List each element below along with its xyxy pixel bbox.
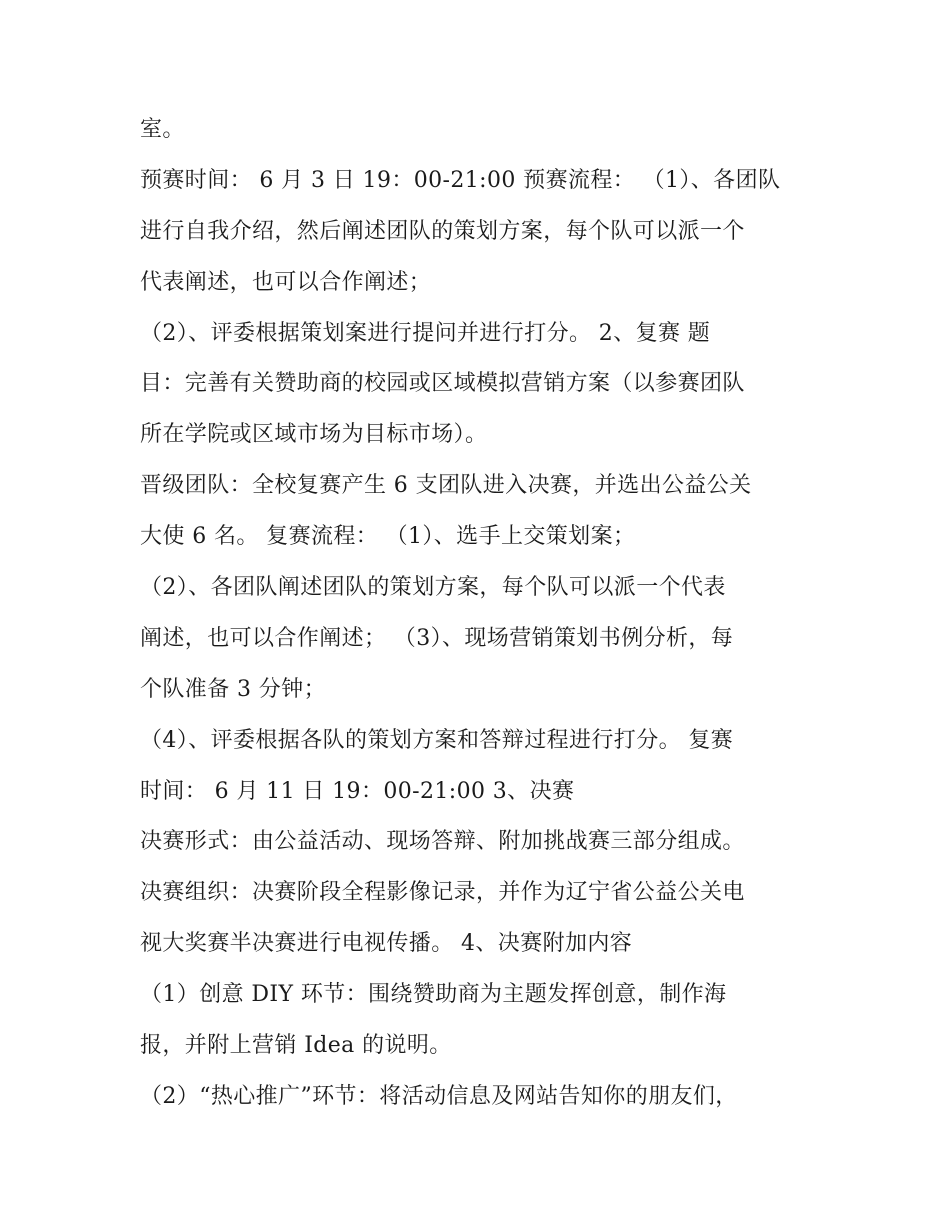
text-line: 晋级团队：全校复赛产生 6 支团队进入决赛，并选出公益公关: [140, 473, 752, 499]
text-line: 报，并附上营销 Idea 的说明。: [140, 1033, 452, 1059]
text-line: 决赛形式：由公益活动、现场答辩、附加挑战赛三部分组成。: [140, 829, 745, 855]
text-line: 视大奖赛半决赛进行电视传播。 4、决赛附加内容: [140, 931, 633, 957]
document-body: [140, 105, 820, 1123]
text-line: 预赛时间： 6 月 3 日 19：00-21:00 预赛流程： （1）、各团队: [140, 167, 781, 193]
text-line: （2）、评委根据策划案进行提问并进行打分。 2、复赛 题: [140, 320, 711, 346]
text-line: （2）、各团队阐述团队的策划方案，每个队可以派一个代表: [140, 575, 726, 601]
text-line: 时间： 6 月 11 日 19：00-21:00 3、决赛: [140, 778, 575, 804]
text-line: 代表阐述，也可以合作阐述；: [140, 269, 432, 295]
text-line: 大使 6 名。 复赛流程： （1）、选手上交策划案；: [140, 524, 636, 550]
text-line: （1）创意 DIY 环节：围绕赞助商为主题发挥创意，制作海: [140, 982, 727, 1008]
text-line: 进行自我介绍，然后阐述团队的策划方案，每个队可以派一个: [140, 218, 745, 244]
text-line: 阐述，也可以合作阐述； （3）、现场营销策划书例分析，每: [140, 625, 734, 651]
text-line: 个队准备 3 分钟；: [140, 676, 326, 702]
text-line: 决赛组织：决赛阶段全程影像记录，并作为辽宁省公益公关电: [140, 880, 745, 906]
text-line: 室。: [140, 117, 185, 142]
text-line: 目：完善有关赞助商的校园或区域模拟营销方案（以参赛团队: [140, 371, 745, 397]
text-line: （2）“热心推广”环节：将活动信息及网站告知你的朋友们，: [140, 1083, 738, 1109]
text-line: （4）、评委根据各队的策划方案和答辩过程进行打分。 复赛: [140, 727, 734, 753]
text-line: 所在学院或区域市场为目标市场）。: [140, 422, 488, 448]
